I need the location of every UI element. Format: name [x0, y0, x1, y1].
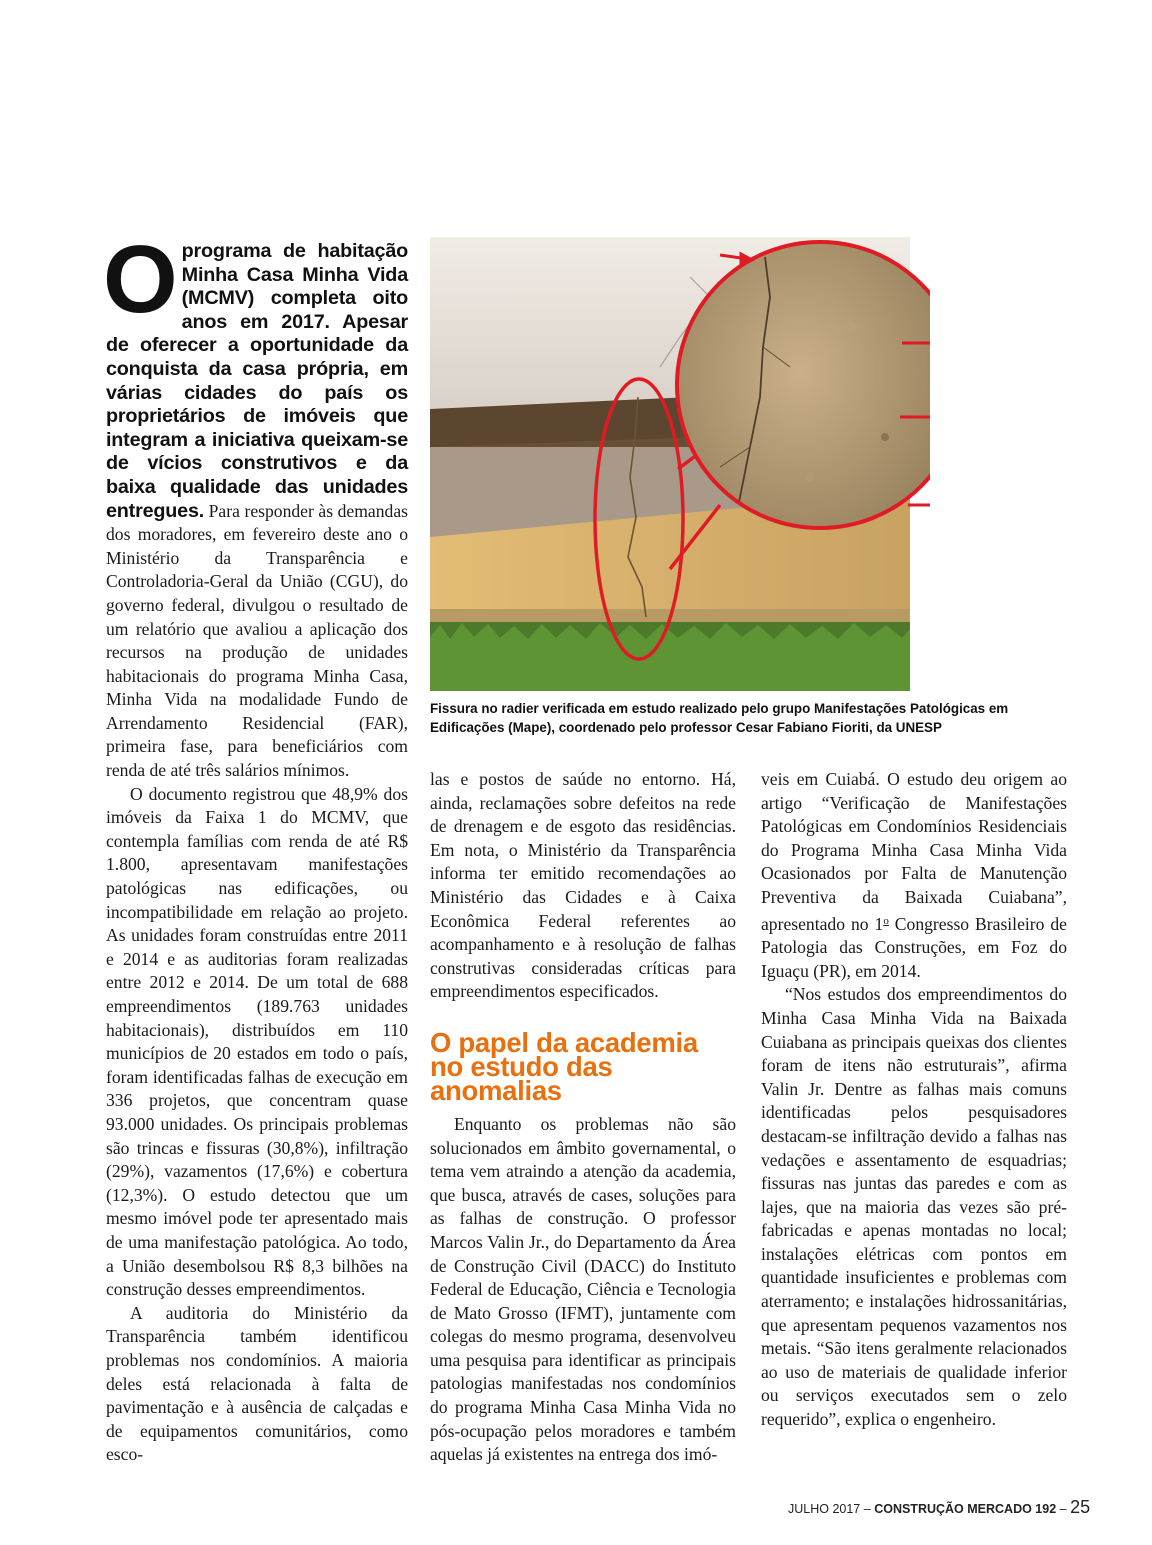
ordinal-superscript: o: [883, 914, 889, 927]
paragraph-valin-quote: “Nos estudos dos empreendimentos do Minha Casa Minha Vida na Baixada Cuiabana as principais queixas dos clientes foram de itens não estruturais”, afirma Valin Jr. Dentre as falhas mais comuns identificadas pelos pesquisadores destacam-se infiltração devido a falhas nas vedações e assentamento de esquadrias; fissuras nas juntas das paredes e com as lajes, que na maioria das vezes são pré-fabricadas e apenas montadas no local; instalações elétricas com pontos em quantidade insuficientes e problemas com aterramento; e instalações hidrossanitárias, que apresentam pequenos vazamentos nos metais. “São itens geralmente relacionados ao uso de materiais de qualidade inferior ou serviços executados sem o zelo requerido”, explica o engenheiro.: [761, 984, 1067, 1430]
article-column-3: [761, 768, 1067, 1432]
page-number: 25: [1070, 1497, 1091, 1517]
footer-magazine: CONSTRUÇÃO MERCADO 192: [874, 1502, 1057, 1516]
paragraph-academia: Enquanto os problemas não são solucionados em âmbito governamental, o tema vem atraindo a atenção da academia, que busca, através de cases, soluções para as falhas de construção. O professor Marcos Valin Jr., do Departamento da Área de Construção Civil (DACC) do Instituto Federal de Educação, Ciência e Tecnologia de Mato Grosso (IFMT), juntamente com colegas do mesmo programa, desenvolveu uma pesquisa para identificar as principais patologias manifestadas nos condomínios do programa Minha Casa Minha Vida no pós-ocupação pelos moradores e também aquelas já existentes na entrega dos imó-: [430, 1113, 736, 1465]
article-column-2: [430, 768, 736, 1467]
paragraph-auditoria-continued: las e postos de saúde no entorno. Há, ainda, reclamações sobre defeitos na rede de drenagem e de esgoto das residências. Em nota, o Ministério da Transparência informa ter emitido recomendações ao Ministério das Cidades e à Caixa Econômica Federal referentes ao acompanhamento e à resolução de falhas construtivas consideradas críticas para empreendimentos especificados.: [430, 769, 736, 1002]
article-intro-paragraph: [103, 226, 408, 783]
paragraph-academia-text-end: Congresso Brasileiro de Patologia das Construções, em Foz do Iguaçu (PR), em 2014.: [761, 913, 1067, 981]
paragraph-auditoria: A auditoria do Ministério da Transparência também identificou problemas nos condomínios. A maioria deles está relacionada à falta de pavimentação e à ausência de calçadas e de equipamentos comunitários, como esco-: [106, 1302, 408, 1465]
intro-paragraph-text: Para responder às demandas dos moradores, em fevereiro deste ano o Ministério da Transparência e Controladoria-Geral da União (CGU), do governo federal, divulgou o resultado de um relatório que avaliou a aplicação dos recursos na produção de unidades habitacionais do programa Minha Casa, Minha Vida na modalidade Fundo de Arrendamento Residencial (FAR), primeira fase, para beneficiários com renda de até três salários mínimos.: [106, 500, 408, 781]
photo-caption: Fissura no radier verificada em estudo realizado pelo grupo Manifestações Patológicas em Edificações (Mape), coordenado pelo professor Cesar Fabiano Fioriti, da UNESP: [430, 701, 1009, 735]
paragraph-academia-continued: [761, 768, 1067, 983]
paragraph-academia-text: veis em Cuiabá. O estudo deu origem ao artigo “Verificação de Manifestações Patológicas em Condomínios Residenciais do Programa Minha Casa Minha Vida Ocasionados por Falta de Manutenção Preventiva da Baixada Cuiabana”, apresentado no 1: [761, 769, 1067, 934]
footer-separator: –: [863, 1502, 875, 1516]
footer-separator-2: –: [1059, 1502, 1071, 1516]
article-lead: programa de habitação Minha Casa Minha Vida (MCMV) completa oito anos em 2017. Apesar de oferecer a oportunidade da conquista da casa própria, em várias cidades do país os proprietários de imóveis que integram a iniciativa queixam-se de vícios construtivos e da baixa qualidade das unidades entregues.: [106, 240, 408, 522]
paragraph-cgu-report: O documento registrou que 48,9% dos imóveis da Faixa 1 do MCMV, que contempla famílias com renda de até R$ 1.800, apresentavam manifestações patológicas nas edificações, ou incompatibilidade em relação ao projeto. As unidades foram construídas entre 2011 e 2014 e as auditorias foram realizadas entre 2012 e 2014. De um total de 688 empreendimentos (189.763 unidades habitacionais), distribuídos em 110 municípios de 20 estados em todo o país, foram identificadas falhas de execução em 336 projetos, que concentram quase 93.000 unidades. Os principais problemas são trincas e fissuras (30,8%), infiltração (29%), vazamentos (17,6%) e cobertura (12,3%). O estudo detectou que um mesmo imóvel pode ter apresentado mais de uma manifestação patológica. Ao todo, a União desembolsou R$ 8,3 bilhões na construção desses empreendimentos.: [106, 783, 408, 1300]
article-column-1: [103, 226, 408, 1467]
section-title: O papel da academia no estudo das anomalias: [430, 1026, 698, 1106]
crack-photo: [430, 237, 930, 691]
page-footer: [788, 1497, 1091, 1518]
drop-cap: O: [103, 226, 178, 333]
footer-date: JULHO 2017: [788, 1502, 861, 1516]
